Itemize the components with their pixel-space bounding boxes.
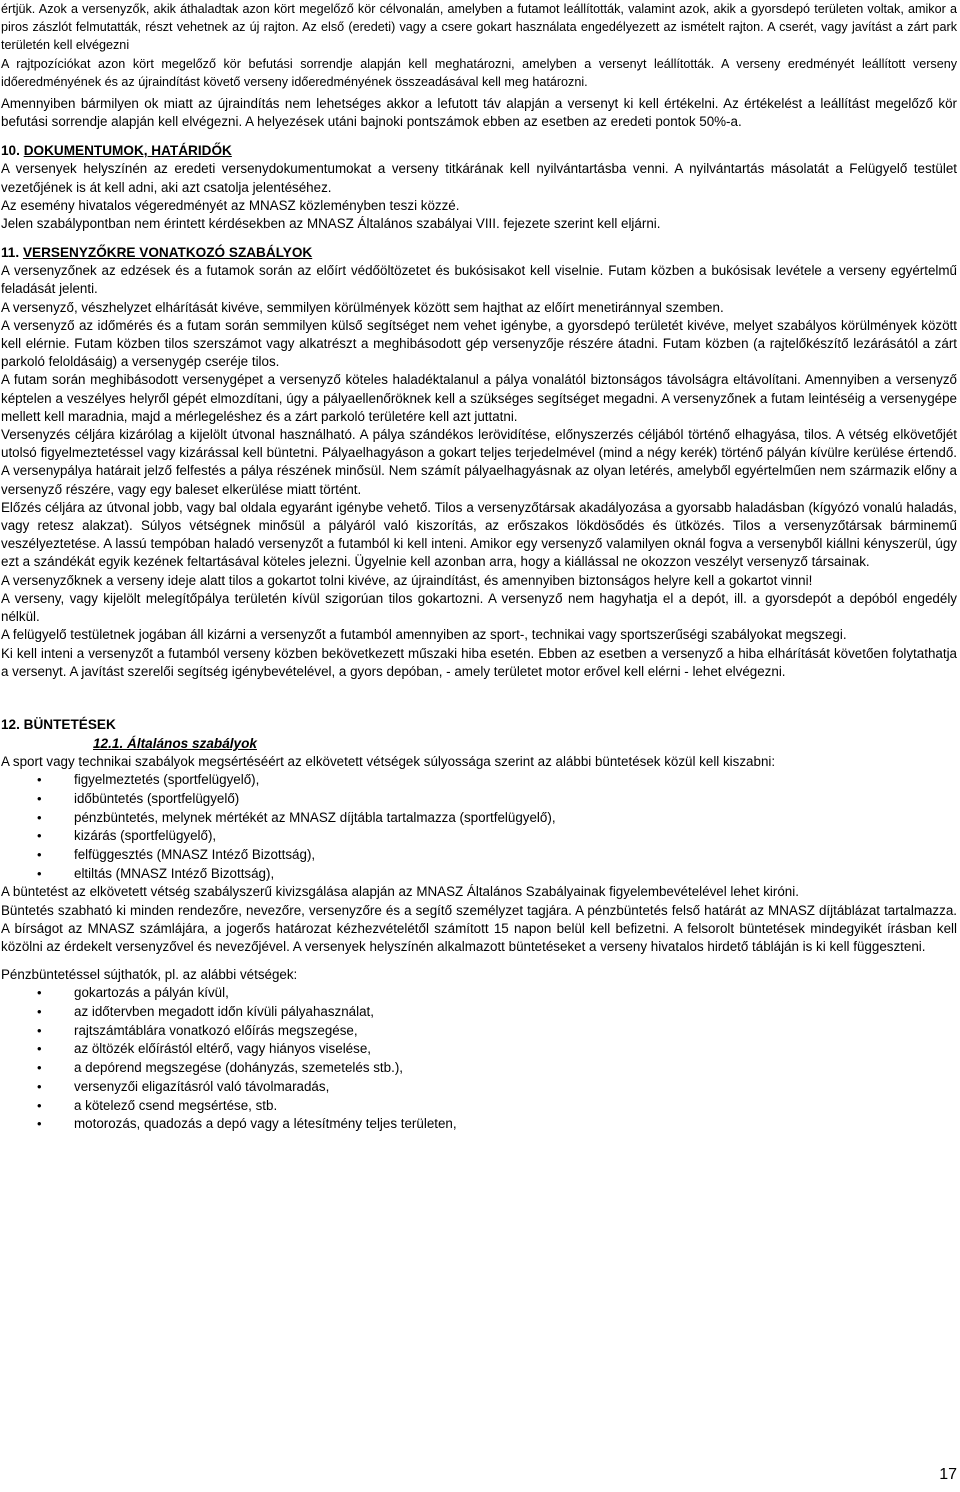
section-11-number: 11. <box>1 245 20 261</box>
paragraph: A verseny, vagy kijelölt melegítőpálya területén kívül szigorúan tilos gokartozni. A versenyző nem hagyhatja el a depót, ill. a gyorsdepót a depóból engedély nélkül. <box>1 590 957 625</box>
list-item: • versenyzői eligazításról való távolmaradás, <box>1 1078 957 1097</box>
list-item: • a depórend megszegése (dohányzás, szemetelés stb.), <box>1 1059 957 1078</box>
page-content <box>1 0 957 1134</box>
paragraph: A versenyzőknek a verseny ideje alatt tilos a gokartot tolni kivéve, az újraindítást, és amennyiben biztonságos helyre kell a gokartot vinni! <box>1 572 813 588</box>
paragraph: A versenyző az időmérés és a futam során semmilyen külső segítséget nem vehet igénybe, a gyorsdepó területét kivéve, melyet szabályos körülmények között kell elérnie. Futam közben tilos szerszámot vagy alkatrészt a meghibásodott gép versenyzője részére átadni. Futam közben (a rajtelőkészítő lezárásától a zárt parkoló feloldásáig) a versenygép cseréje tilos. <box>1 317 957 370</box>
paragraph: A versenyek helyszínén az eredeti versenydokumentumokat a verseny titkárának kell nyilvántartásba venni. A nyilvántartás másolatát a Felügyelő testület vezetőjének is át kell adni, aki azt csatolja jelentéséhez. <box>1 161 957 195</box>
paragraph: Büntetés szabható ki minden rendezőre, nevezőre, versenyzőre és a segítő személyzet tagjára. A pénzbüntetés felső határát az MNASZ díjtáblázat tartalmazza. A bírságot az MNASZ számlájára, a jogerős határozat kézhezvételétől számított 15 napon belül kell befizetni. A felsorolt büntetések mindegyikét írásban kell közölni az érdekelt versenyzővel és nevezőjével. A versenyek helyszínén alkalmazott büntetéseket a verseny hivatalos hirdető tábláján is ki kell függeszteni. <box>1 902 957 954</box>
list-item: • kizárás (sportfelügyelő), <box>1 827 957 846</box>
paragraph: Ki kell inteni a versenyzőt a futamból verseny közben bekövetkezett műszaki hiba esetén. Ebben az esetben a versenyző a hiba elhárítását követően folytathatja a versenyt. A javítást szerelői segítség igénybevételével, a gyors depóban, - amely területet motor erővel kell elérni - lehet elvégezni. <box>1 645 957 679</box>
list-item: • pénzbüntetés, melynek mértékét az MNASZ díjtábla tartalmazza (sportfelügyelő), <box>1 809 957 828</box>
list-item: • figyelmeztetés (sportfelügyelő), <box>1 771 957 790</box>
paragraph: Amennyiben bármilyen ok miatt az újraindítás nem lehetséges akkor a lefutott táv alapján a versenyt ki kell értékelni. Az értékelést a leállítást megelőző kör befutási sorrendje alapján kell elvégezni. A helyezések utáni bajnoki pontszámok ebben az esetben az eredeti pontok 50%-a. <box>1 96 957 130</box>
page-number: 17 <box>939 1466 957 1483</box>
paragraph: A futam során meghibásodott versenygépet a versenyző köteles haladéktalanul a pálya vonalától biztonságos távolságra eltávolítani. Amennyiben a versenyző képtelen a veszélyes helyről gépét elmozdítani, úgy a pályaellenőröknek kell a szükséges segítséget megadni. A versenyzőnek a futam leintéséig a versenygépe mellett kell maradnia, majd a mérlegeléshez és a zárt parkoló területére kell azt juttatni. <box>1 372 957 424</box>
list-item: • rajtszámtáblára vonatkozó előírás megszegése, <box>1 1022 957 1041</box>
paragraph: Az esemény hivatalos végeredményét az MNASZ közleményben teszi közzé. <box>1 197 460 213</box>
paragraph: értjük. Azok a versenyzők, akik áthaladtak azon kört megelőző kör célvonalán, amelyben a futamot leállították, valamint azok, akik a gyorsdepó területen voltak, amikor a piros zászlót felmutatták, részt vehetnek az új rajton. Az első (eredeti) vagy a csere gokart használata engedélyezett az ismételt rajton. A cserét, vagy javítást a zárt park területén kell elvégezni <box>1 2 957 53</box>
paragraph: Pénzbüntetéssel sújthatók, pl. az alábbi vétségek: <box>1 967 298 983</box>
paragraph: A versenyző, vészhelyzet elhárítását kivéve, semmilyen körülmények között sem hajthat az előírt menetiránnyal szemben. <box>1 299 724 315</box>
paragraph: A büntetést az elkövetett vétség szabályszerű kivizsgálása alapján az MNASZ Általános Szabályainak figyelembevételével lehet kiróni. <box>1 884 799 900</box>
section-11-heading <box>1 243 957 262</box>
list-item: • felfüggesztés (MNASZ Intéző Bizottság), <box>1 846 957 865</box>
fine-list <box>1 984 957 1134</box>
paragraph: A sport vagy technikai szabályok megsértéséért az elkövetett vétségek súlyossága szerint az alábbi büntetések közül kell kiszabni: <box>1 753 776 769</box>
paragraph: Jelen szabálypontban nem érintett kérdésekben az MNASZ Általános szabályai VIII. fejezete szerint kell eljárni. <box>1 216 661 232</box>
paragraph: A felügyelő testületnek jogában áll kizárni a versenyzőt a futamból amennyiben az sport-, technikai vagy sportszerűségi szabályokat megszegi. <box>1 627 847 643</box>
list-item: • gokartozás a pályán kívül, <box>1 984 957 1003</box>
list-item: • a kötelező csend megsértése, stb. <box>1 1097 957 1116</box>
list-item: • eltiltás (MNASZ Intéző Bizottság), <box>1 865 957 884</box>
paragraph: A versenyzőnek az edzések és a futamok során az előírt védőöltözetet és bukósisakot kell viselnie. Futam közben a bukósisak levétele a verseny egyértelmű feladását jelenti. <box>1 263 957 297</box>
list-item: • időbüntetés (sportfelügyelő) <box>1 790 957 809</box>
section-12-1-heading: 12.1. Általános szabályok <box>93 735 257 751</box>
penalty-list <box>1 771 957 883</box>
section-restart <box>1 0 957 91</box>
section-10-title: DOKUMENTUMOK, HATÁRIDŐK <box>23 143 232 159</box>
list-item: • az öltözék előírástól eltérő, vagy hiányos viselése, <box>1 1040 957 1059</box>
list-item: • motorozás, quadozás a depó vagy a létesítmény teljes területen, <box>1 1115 957 1134</box>
paragraph: Előzés céljára az útvonal jobb, vagy bal oldala egyaránt igénybe vehető. Tilos a versenyzőtársak akadályozása a gyorsabb haladásban (kígyózó vonalú haladás, vagy retesz alakzat). Súlyos vétségnek minősül a pályáról való kiszorítás, az erőszakos lökdösődés és ütközés. Tilos a versenyzőtársak bárminemű veszélyeztetése. A lassú tempóban haladó versenyzőt a futamból ki kell inteni. Amikor egy versenyző valamilyen oknál fogva a versenyből kiállni kényszerül, úgy ezt a szándékát egyik kezének feltartásával köteles jelezni. Ügyelnie kell azonban arra, hogy a kiállással ne okozzon veszélyt versenyző társainak. <box>1 499 957 570</box>
section-10-number: 10. <box>1 143 20 159</box>
section-10-heading <box>1 141 957 160</box>
section-11-title: VERSENYZŐKRE VONATKOZÓ SZABÁLYOK <box>22 245 313 261</box>
list-item: • az időtervben megadott időn kívüli pályahasználat, <box>1 1003 957 1022</box>
section-12-heading: 12. BÜNTETÉSEK <box>1 716 116 732</box>
paragraph: A rajtpozíciókat azon kört megelőző kör befutási sorrendje alapján kell meghatározni, amelyben a versenyt leállították. A verseny eredményét leállított verseny időeredményének és az újraindítást követő verseny időeredményének összeadásával kell meg határozni. <box>1 56 957 89</box>
paragraph: Versenyzés céljára kizárólag a kijelölt útvonal használható. A pálya szándékos lerövidítése, előnyszerzés céljából történő elhagyása, tilos. A vétség elkövetőjét utolsó figyelmeztetéssel vagy kizárással kell büntetni. Pályaelhagyáson a gokart teljes terjedelmével (mind a négy kerék) történő pályán kívülre kerülése értendő. A versenypálya határait jelző felfestés a pálya részének minősül. Nem számít pályaelhagyásnak az olyan letérés, amelyből egyértelműen nem származik előny a versenyző részére, vagy egy baleset elkerülése miatt történt. <box>1 427 957 497</box>
